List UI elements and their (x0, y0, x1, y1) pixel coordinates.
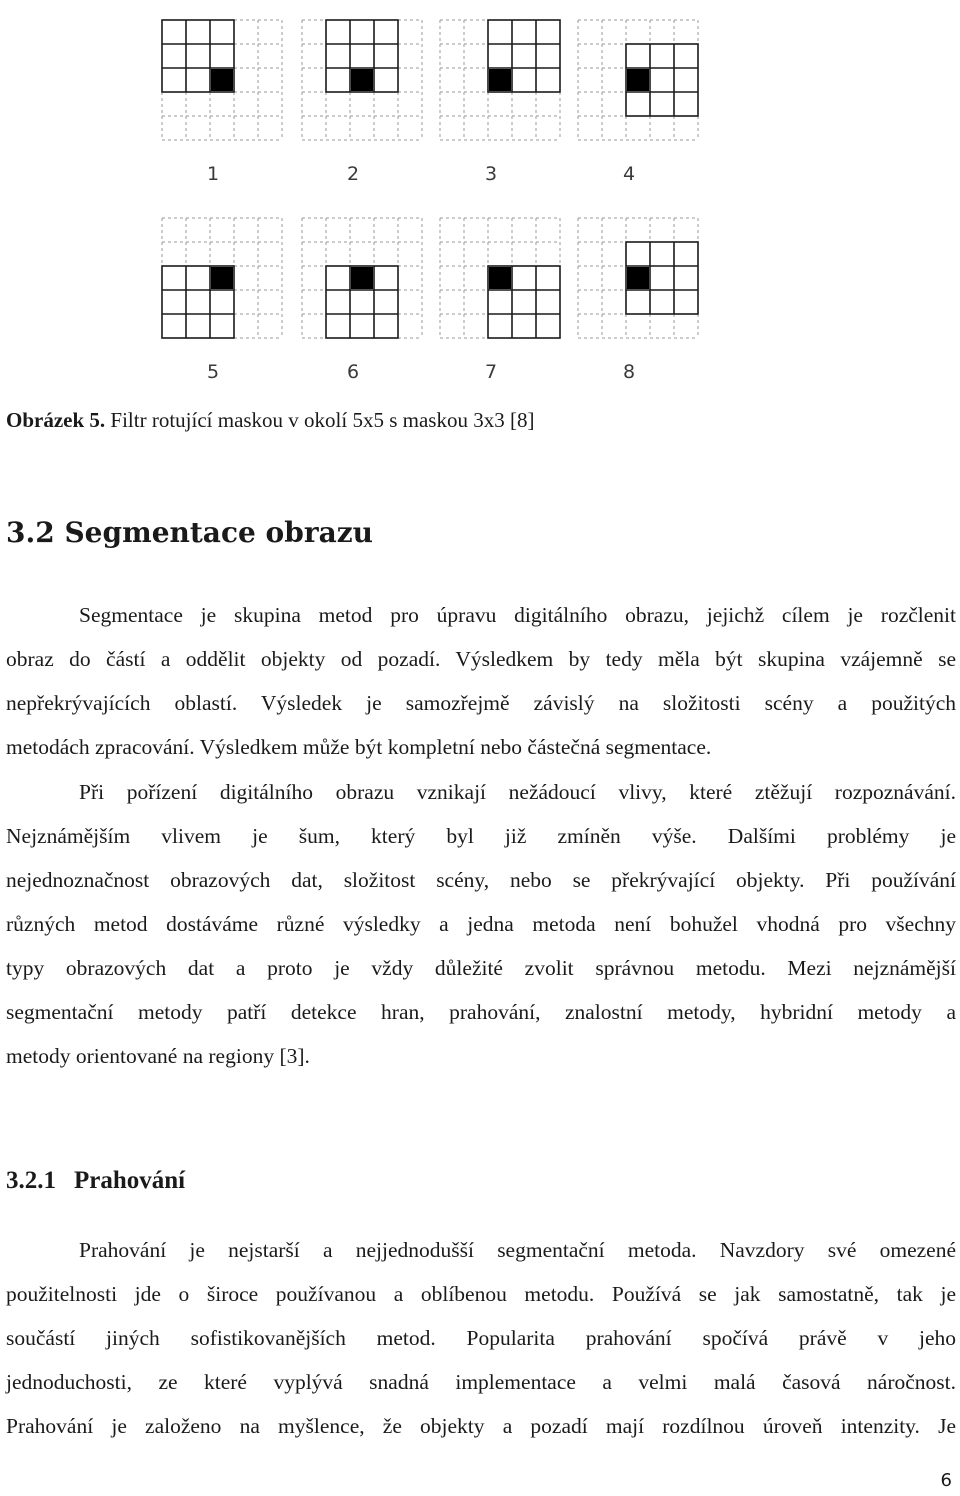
mask-label-6: 6 (347, 361, 360, 383)
figure-caption (6, 408, 534, 433)
center-pixel (351, 69, 373, 91)
text-line: různých metod dostáváme různé výsledky a jedna metoda není bohužel vhodná pro všechny (6, 912, 956, 936)
caption-label: Obrázek 5. (6, 408, 106, 432)
caption-text: Filtr rotující maskou v okolí 5x5 s maskou 3x3 [8] (105, 408, 535, 432)
section-heading: 3.2 Segmentace obrazu (6, 516, 373, 549)
text-line: Segmentace je skupina metod pro úpravu digitálního obrazu, jejichž cílem je rozčlenit (79, 603, 956, 627)
mask-diagram-8 (578, 218, 698, 338)
subsection-heading (6, 1167, 185, 1195)
mask-label-4: 4 (623, 163, 636, 185)
center-pixel (489, 69, 511, 91)
text-line: metodách zpracování. Výsledkem může být kompletní nebo částečná segmentace. (6, 735, 712, 759)
subsection-number: 3.2.1 (6, 1167, 56, 1194)
center-pixel (627, 267, 649, 289)
mask-diagram-3 (440, 20, 560, 140)
mask-label-7: 7 (485, 361, 498, 383)
mask-diagram-1 (162, 20, 282, 140)
mask-label-5: 5 (207, 361, 220, 383)
mask-diagram-4 (578, 20, 698, 140)
text-line: součástí jiných sofistikovanějších metod. Popularita prahování spočívá právě v jeho (6, 1326, 956, 1350)
text-line: obraz do částí a oddělit objekty od pozadí. Výsledkem by tedy měla být skupina vzájemně se (6, 647, 956, 671)
mask-label-2: 2 (347, 163, 360, 185)
mask-diagram-7 (440, 218, 560, 338)
text-line: použitelnosti jde o široce používanou a oblíbenou metodu. Používá se jak samostatně, tak je (6, 1282, 956, 1306)
text-line: nejednoznačnost obrazových dat, složitost scény, nebo se překrývající objekty. Při používání (6, 868, 956, 892)
rotating-mask-figure (0, 0, 960, 390)
mask-label-3: 3 (485, 163, 498, 185)
text-line: nepřekrývajících oblastí. Výsledek je samozřejmě závislý na složitosti scény a použitých (6, 691, 956, 715)
mask-label-8: 8 (623, 361, 636, 383)
center-pixel (351, 267, 373, 289)
text-line: typy obrazových dat a proto je vždy důležité zvolit správnou metodu. Mezi nejznámější (6, 956, 956, 980)
text-line: Nejznámějším vlivem je šum, který byl již zmíněn výše. Dalšími problémy je (6, 824, 956, 848)
center-pixel (211, 267, 233, 289)
text-line: segmentační metody patří detekce hran, prahování, znalostní metody, hybridní metody a (6, 1000, 956, 1024)
mask-diagram-2 (302, 20, 422, 140)
center-pixel (211, 69, 233, 91)
text-line: Prahování je založeno na myšlence, že objekty a pozadí mají rozdílnou úroveň intenzity. Je (6, 1414, 956, 1438)
page-number: 6 (940, 1470, 952, 1491)
center-pixel (489, 267, 511, 289)
mask-diagram-6 (302, 218, 422, 338)
mask-label-1: 1 (207, 163, 220, 185)
text-line: metody orientované na regiony [3]. (6, 1044, 310, 1068)
mask-diagram-5 (162, 218, 282, 338)
center-pixel (627, 69, 649, 91)
text-line: jednoduchosti, ze které vyplývá snadná implementace a velmi malá časová náročnost. (6, 1370, 956, 1394)
text-line: Prahování je nejstarší a nejjednodušší segmentační metoda. Navzdory své omezené (79, 1238, 956, 1262)
text-line: Při pořízení digitálního obrazu vznikají nežádoucí vlivy, které ztěžují rozpoznávání. (79, 780, 956, 804)
subsection-title: Prahování (74, 1167, 186, 1194)
